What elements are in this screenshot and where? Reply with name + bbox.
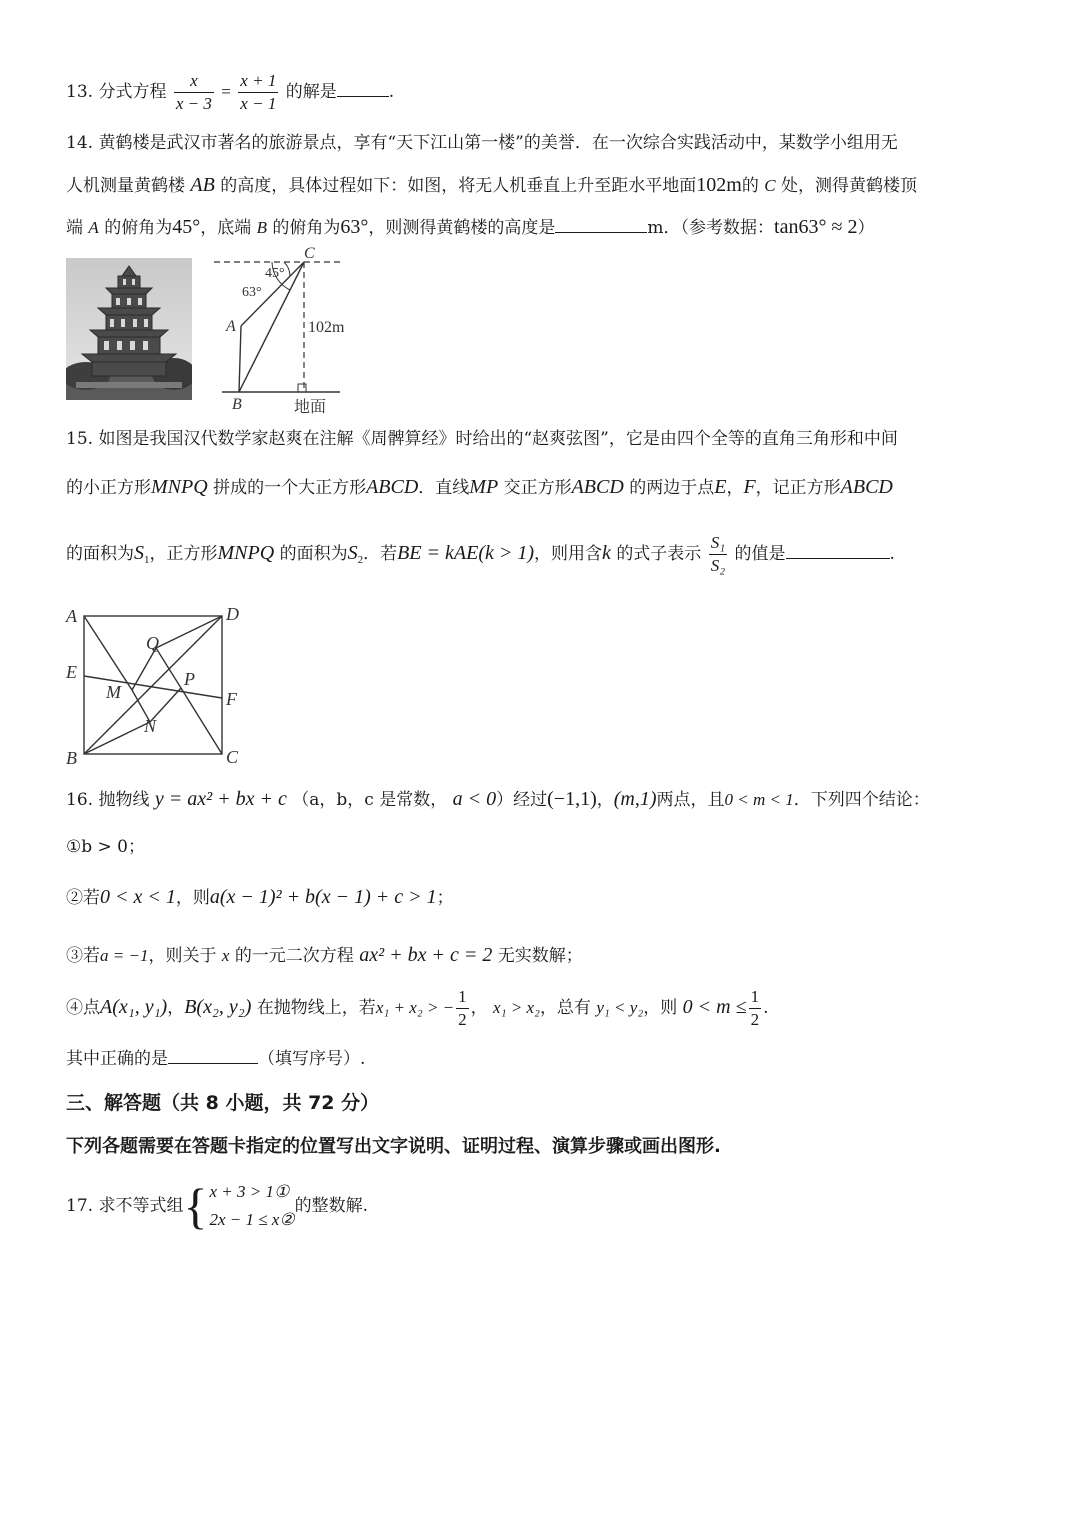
q16-a-negative: a < 0 [452, 788, 497, 810]
q16-text: 的一元二次方程 [234, 946, 354, 966]
q16-text: ， [470, 998, 488, 1018]
q16-end: . [763, 998, 769, 1018]
tower-ab [239, 326, 241, 392]
q14-ab: AB [190, 174, 215, 196]
q15-answer-blank [786, 542, 890, 559]
q16-c2-condition: 0 < x < 1 [100, 886, 176, 908]
q13-end: . [388, 82, 395, 102]
q16-point-1: (−1,1) [547, 788, 597, 810]
q15-line-1: 15. 如图是我国汉代数学家赵爽在注解《周髀算经》时给出的“赵爽弦图”，它是由四个全等的直角三角形和中间 [66, 429, 898, 449]
q13-rhs-fraction [238, 70, 278, 115]
q14-line-1: 14. 黄鹤楼是武汉市著名的旅游景点，享有“天下江山第一楼”的美誉．在一次综合实践活动中，某数学小组用无 [66, 133, 898, 153]
q15-mnpq: MNPQ [151, 476, 208, 498]
q14-line-3 [66, 214, 874, 241]
label-a: A [226, 318, 236, 335]
q16-line-1 [66, 786, 930, 813]
q16-text: 16. 抛物线 [66, 790, 150, 810]
section-3-title: 三、解答题（共 8 小题，共 72 分） [66, 1092, 380, 1114]
q13-tail: 的解是 [285, 82, 337, 102]
q16-result-fraction [749, 986, 762, 1031]
q16-text: ，则关于 [148, 946, 217, 966]
q14-text: ，则测得黄鹤楼的高度是 [368, 218, 556, 238]
q16-result: 0 < m ≤ [682, 996, 747, 1018]
q15-text: 拼成的一个大正方形 [213, 478, 367, 498]
label-n: N [144, 716, 157, 736]
q14-text: 的俯角为 [272, 218, 341, 238]
q15-text: 的面积为 [279, 544, 348, 564]
q16-text: ②若 [66, 888, 100, 908]
q15-text: ， [726, 478, 744, 498]
q15-text: 的式子表示 [616, 544, 702, 564]
q15-ratio [709, 532, 727, 577]
q14-diagram [212, 242, 362, 418]
q14-text: 端 [66, 218, 83, 238]
q16-c3-equation: ax² + bx + c = 2 [359, 944, 493, 966]
q17-inequality-2: 2x − 1 ≤ x② [209, 1210, 295, 1229]
label-a: A [66, 606, 77, 626]
q14-text: ，底端 [200, 218, 252, 238]
q15-line-3 [66, 532, 895, 586]
q13-number: 13. [66, 82, 94, 102]
q14-text: m．（参考数据： [647, 218, 775, 238]
q15-s1: S [134, 542, 144, 564]
q14-text: 人机测量黄鹤楼 [66, 176, 185, 196]
q14-text: 处，测得黄鹤楼顶 [780, 176, 917, 196]
q13-answer-blank [337, 80, 389, 97]
label-e: E [66, 662, 77, 682]
tower-photo [66, 258, 192, 400]
q16-point-b: B(x₂, y₂) [184, 996, 252, 1018]
q15-text: 的值是 [734, 544, 786, 564]
q16-point-2: (m,1) [613, 788, 657, 810]
label-p: P [184, 669, 195, 689]
q16-text: ④点 [66, 998, 100, 1018]
q16-text: 两点，且 [656, 790, 725, 810]
q15-s2-index: 2 [357, 554, 364, 566]
q15-mp: MP [469, 476, 499, 498]
q15-text: ．若 [363, 544, 398, 564]
q13-rhs-num: x + 1 [238, 70, 278, 93]
label-c: C [304, 245, 315, 262]
q16-answer-line [66, 1046, 365, 1072]
q16-half-fraction [456, 986, 469, 1031]
q15-end: . [889, 544, 895, 564]
q15-text: 的面积为 [66, 544, 134, 564]
q16-half-num: 1 [456, 986, 469, 1009]
q15-text: ．直线 [418, 478, 470, 498]
q14-text: 的 [741, 176, 759, 196]
label-ground: 地面 [294, 397, 327, 416]
q15-text: 的小正方形 [66, 478, 151, 498]
q16-text: ，则 [643, 998, 678, 1018]
q14-tan-ref: tan63° ≈ 2 [774, 216, 858, 238]
q15-condition: BE = kAE(k > 1) [397, 542, 535, 564]
q14-line-2 [66, 172, 917, 199]
q16-c3-condition: a = −1 [100, 946, 149, 965]
label-f: F [226, 689, 237, 709]
q15-text: ，正方形 [149, 544, 218, 564]
q14-angle-63: 63° [340, 216, 369, 238]
q16-half-den: 2 [458, 1010, 467, 1029]
q17-tail: 的整数解. [294, 1196, 368, 1216]
q16-text: ， [167, 998, 185, 1018]
q16-text: （a，b，c 是常数， [292, 790, 448, 810]
label-m: M [106, 682, 121, 702]
q13-rhs-den: x − 1 [240, 94, 277, 113]
angle-arc-45 [284, 262, 290, 276]
q14-point-c: C [764, 176, 776, 195]
q15-e: E [714, 476, 727, 498]
q16-text: 其中正确的是 [66, 1049, 168, 1069]
q17-brace: { [183, 1178, 208, 1234]
q16-result-num: 1 [749, 986, 762, 1009]
q14-text: 的高度，具体过程如下：如图，将无人机垂直上升至距水平地面 [220, 176, 697, 196]
q16-answer-blank [168, 1047, 258, 1064]
q13-equals: = [221, 82, 231, 101]
q14-angle-45: 45° [172, 216, 201, 238]
label-63: 63° [242, 285, 262, 300]
q15-text: ，则用含 [534, 544, 603, 564]
q14-answer-blank [555, 216, 647, 233]
q15-abcd: ABCD [571, 476, 624, 498]
q16-conclusion-2 [66, 884, 454, 911]
q16-text: ③若 [66, 946, 100, 966]
q16-sum-condition: x₁ + x₂ > − [375, 998, 455, 1017]
label-102m: 102m [308, 319, 345, 336]
question-13 [66, 70, 394, 126]
q16-x-order: x₁ > x₂ [493, 998, 540, 1017]
q13-lead: 分式方程 [98, 82, 167, 102]
q13-lhs-fraction [174, 70, 214, 115]
q13-lhs-den: x − 3 [175, 94, 212, 113]
q15-text: 的两边于点 [629, 478, 715, 498]
q15-f: F [743, 476, 756, 498]
q15-mnpq: MNPQ [217, 542, 275, 564]
q17-system [209, 1178, 294, 1234]
label-b: B [66, 748, 77, 768]
label-45: 45° [265, 266, 285, 281]
question-17 [66, 1178, 368, 1242]
q17-inequality-1: x + 3 > 1① [209, 1182, 290, 1201]
q16-text: ，总有 [539, 998, 591, 1018]
q15-s2: S [347, 542, 358, 564]
section-3-note: 下列各题需要在答题卡指定的位置写出文字说明、证明过程、演算步骤或画出图形. [66, 1136, 721, 1157]
q16-text: （填写序号）. [258, 1049, 366, 1069]
q16-conclusion-4 [66, 986, 768, 1040]
q16-c2-expression: a(x − 1)² + b(x − 1) + c > 1 [209, 886, 437, 908]
q15-ratio-num: S₁ [709, 532, 727, 555]
q16-text: ； [436, 888, 454, 908]
q14-point-a: A [88, 218, 99, 237]
q15-text: ，记正方形 [755, 478, 841, 498]
q15-abcd: ABCD [840, 476, 893, 498]
q16-range: 0 < m < 1 [724, 790, 794, 809]
q16-parabola: y = ax² + bx + c [154, 788, 287, 810]
q15-line-2 [66, 474, 893, 501]
q16-conclusion-3 [66, 942, 583, 969]
right-angle-mark [298, 384, 306, 392]
line-ef [84, 676, 222, 698]
q16-text: ，则 [175, 888, 210, 908]
label-b: B [232, 396, 242, 413]
q16-y-order: y₁ < y₂ [596, 998, 644, 1017]
q13-lhs-num: x [174, 70, 214, 93]
q15-text: 交正方形 [503, 478, 572, 498]
q17-lead: 17. 求不等式组 [66, 1196, 184, 1216]
label-c: C [226, 747, 239, 767]
q14-text: ） [857, 218, 875, 238]
line-cb [239, 262, 304, 392]
q15-ratio-den: S₂ [710, 556, 726, 575]
label-d: D [226, 604, 239, 624]
q15-s1-index: 1 [144, 554, 150, 566]
q16-text: ）经过 [496, 790, 548, 810]
q16-point-a: A(x₁, y₁) [100, 996, 168, 1018]
q15-abcd: ABCD [366, 476, 419, 498]
label-q: Q [146, 633, 159, 653]
q15-diagram [60, 598, 260, 770]
q14-point-b: B [256, 218, 267, 237]
q16-result-den: 2 [750, 1010, 760, 1029]
q16-c3-x: x [221, 946, 230, 965]
q16-text: ．下列四个结论： [793, 790, 930, 810]
q16-text: 无实数解； [497, 946, 583, 966]
q15-k: k [602, 542, 611, 564]
q16-conclusion-1: ①b > 0； [66, 837, 145, 857]
q14-text: 的俯角为 [104, 218, 173, 238]
q14-height: 102m [696, 174, 742, 196]
q16-text: ， [596, 790, 614, 810]
q16-text: 在抛物线上，若 [256, 998, 376, 1018]
